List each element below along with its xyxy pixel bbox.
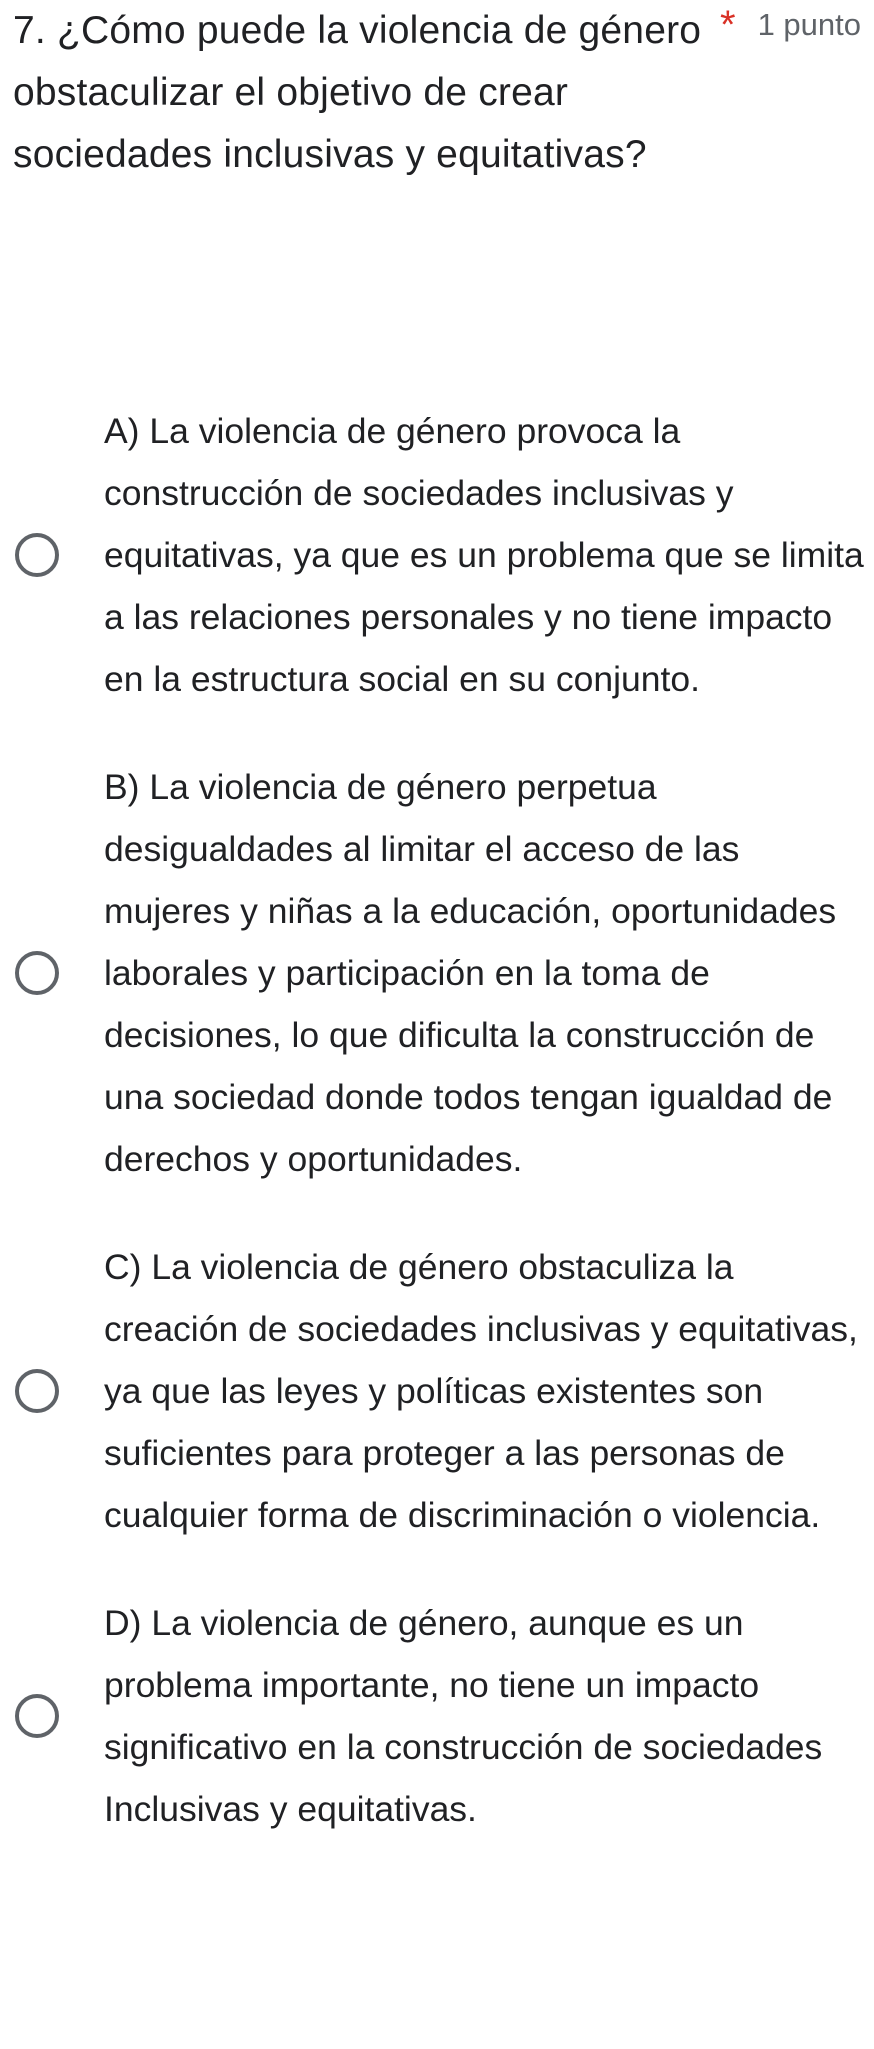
radio-button-option-c[interactable] bbox=[15, 1369, 59, 1413]
radio-button-option-d[interactable] bbox=[15, 1694, 59, 1738]
option-b-label[interactable]: B) La violencia de género perpetua desigualdades al limitar el acceso de las mujeres y niñas a la educación, oportunidades laborales y participación en la toma de decisiones, lo que dificulta la construcción de una sociedad donde todos tengan igualdad de derechos y oportunidades. bbox=[104, 767, 837, 1179]
option-a-label[interactable]: A) La violencia de género provoca la construcción de sociedades inclusivas y equitativas, ya que es un problema que se limita a las relaciones personales y no tiene impacto en la estructura social en su conjunto. bbox=[104, 411, 864, 699]
radio-button-option-a[interactable] bbox=[15, 533, 59, 577]
option-c-label[interactable]: C) La violencia de género obstaculiza la creación de sociedades inclusivas y equitativas, ya que las leyes y políticas existentes son suficientes para proteger a las personas de cualquier forma de discriminación o violencia. bbox=[104, 1247, 858, 1535]
option-b[interactable] bbox=[0, 756, 874, 1190]
answer-options bbox=[0, 400, 874, 1886]
points-label: 1 punto bbox=[757, 7, 861, 42]
option-d-label[interactable]: D) La violencia de género, aunque es un problema importante, no tiene un impacto significativo en la construcción de sociedades Inclusivas y equitativas. bbox=[104, 1603, 823, 1829]
question-header bbox=[13, 0, 861, 186]
option-d[interactable] bbox=[0, 1592, 874, 1840]
points-indicator bbox=[720, 0, 861, 50]
radio-button-option-b[interactable] bbox=[15, 951, 59, 995]
question-title: 7. ¿Cómo puede la violencia de género obstaculizar el objetivo de crear sociedades inclusivas y equitativas? bbox=[13, 9, 702, 176]
required-asterisk: * bbox=[719, 3, 736, 47]
option-a[interactable] bbox=[0, 400, 874, 710]
option-c[interactable] bbox=[0, 1236, 874, 1546]
